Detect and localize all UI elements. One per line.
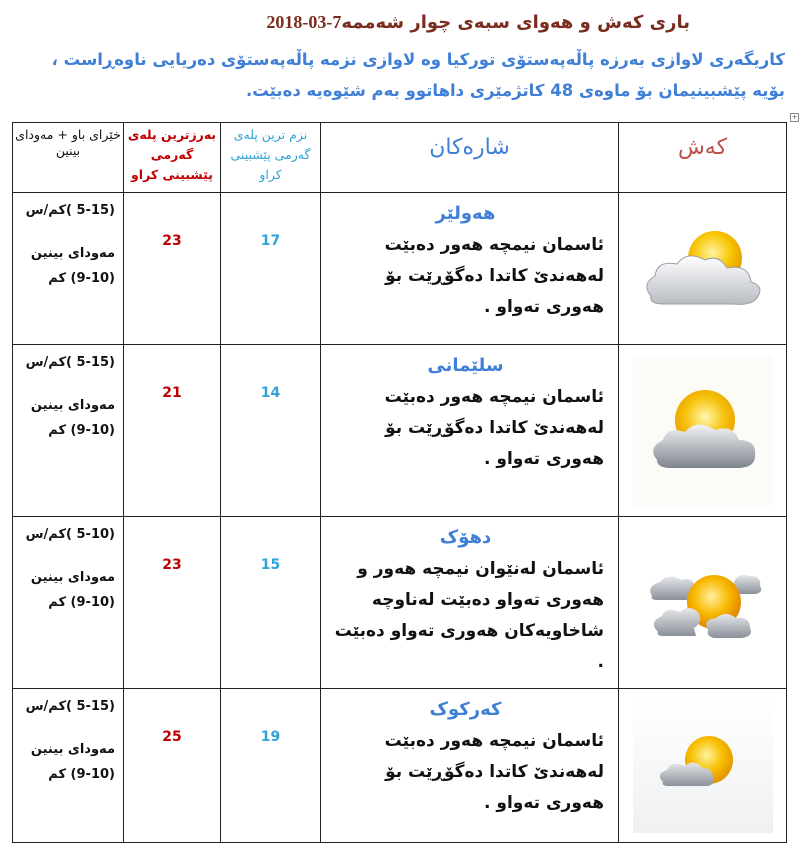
max-temp: 25 [124,689,221,843]
wind-speed: (5-15 )کم/س [25,699,115,714]
city-name: دهۆک [439,527,492,548]
forecast-text: ئاسمان نیمچە هەور دەبێت لەهەندێ کاتدا دەگۆڕێت بۆ هەوری تەواو . [384,235,604,317]
table-row [13,517,787,689]
city-name: هەولێر [435,203,496,224]
page-title [0,12,690,33]
header-row [13,123,787,193]
weather-icon-cell [619,517,787,689]
header-min-temp: نزم ترین پلەی گەرمی پێشبینی کراو [221,123,321,193]
max-temp: 23 [124,193,221,345]
header-max-temp: بەرزترین پلەی گەرمی پێشبینی کراو [124,123,221,193]
wind-speed: (5-15 )کم/س [25,355,115,370]
sun-small-cloud-icon [633,698,773,833]
wind-cell [13,193,124,345]
min-temp: 14 [221,345,321,517]
max-temp: 23 [124,517,221,689]
visibility-value: (9-10) کم [48,423,115,438]
forecast-text: ئاسمان لەنێوان نیمچە هەور و هەوری تەواو دەبێت لەناوچە شاخاویەکان هەوری تەواو دەبێت . [334,559,604,672]
forecast-text: ئاسمان نیمچە هەور دەبێت لەهەندێ کاتدا دەگۆڕێت بۆ هەوری تەواو . [384,387,604,469]
wind-cell [13,689,124,843]
visibility-value: (9-10) کم [48,595,115,610]
min-temp: 17 [221,193,321,345]
city-forecast [321,517,619,689]
visibility-label: مەودای بینین [30,570,115,585]
weather-icon-cell [619,345,787,517]
forecast-date: 2018-03-7 [266,12,342,32]
table-row [13,345,787,517]
visibility-value: (9-10) کم [48,271,115,286]
forecast-text: ئاسمان نیمچە هەور دەبێت لەهەندێ کاتدا دەگۆڕێت بۆ هەوری تەواو . [384,731,604,813]
min-temp: 15 [221,517,321,689]
visibility-label: مەودای بینین [30,742,115,757]
city-name: کەرکوک [429,699,502,720]
visibility-label: مەودای بینین [30,398,115,413]
min-temp: 19 [221,689,321,843]
wind-cell [13,345,124,517]
wind-cell [13,517,124,689]
table-move-handle[interactable]: + [791,113,798,121]
wind-speed: (5-15 )کم/س [25,203,115,218]
header-wind-visibility: خێرای باو + مەودای بینین [13,123,124,193]
max-temp: 21 [124,345,221,517]
header-weather: کەش [619,123,787,193]
sun-behind-cloud-icon [633,356,773,506]
wind-speed: (5-10 )کم/س [25,527,115,542]
header-cities: شارەکان [321,123,619,193]
city-forecast [321,345,619,517]
sun-with-clouds-icon [638,558,768,648]
weather-icon-cell [619,193,787,345]
visibility-label: مەودای بینین [30,246,115,261]
city-forecast [321,689,619,843]
table-row [13,193,787,345]
forecast-table [12,122,787,843]
weather-icon-cell [619,689,787,843]
city-forecast [321,193,619,345]
forecast-intro: کاریگەری لاوازی بەرزە پاڵەپەستۆی تورکیا وە لاوازی نزمە پاڵەپەستۆی دەریایی ناوەڕاست ، بۆیە پێشبینیمان بۆ ماوەی 48 کاتژمێری داهاتوو بەم شێوەیە دەبێت. [51,50,785,100]
forecast-title: باری کەش و هەوای سبەی چوار شەممە [341,12,690,33]
table-row [13,689,787,843]
partly-cloudy-icon [633,224,773,314]
city-name: سلێمانی [427,355,504,376]
visibility-value: (9-10) کم [48,767,115,782]
